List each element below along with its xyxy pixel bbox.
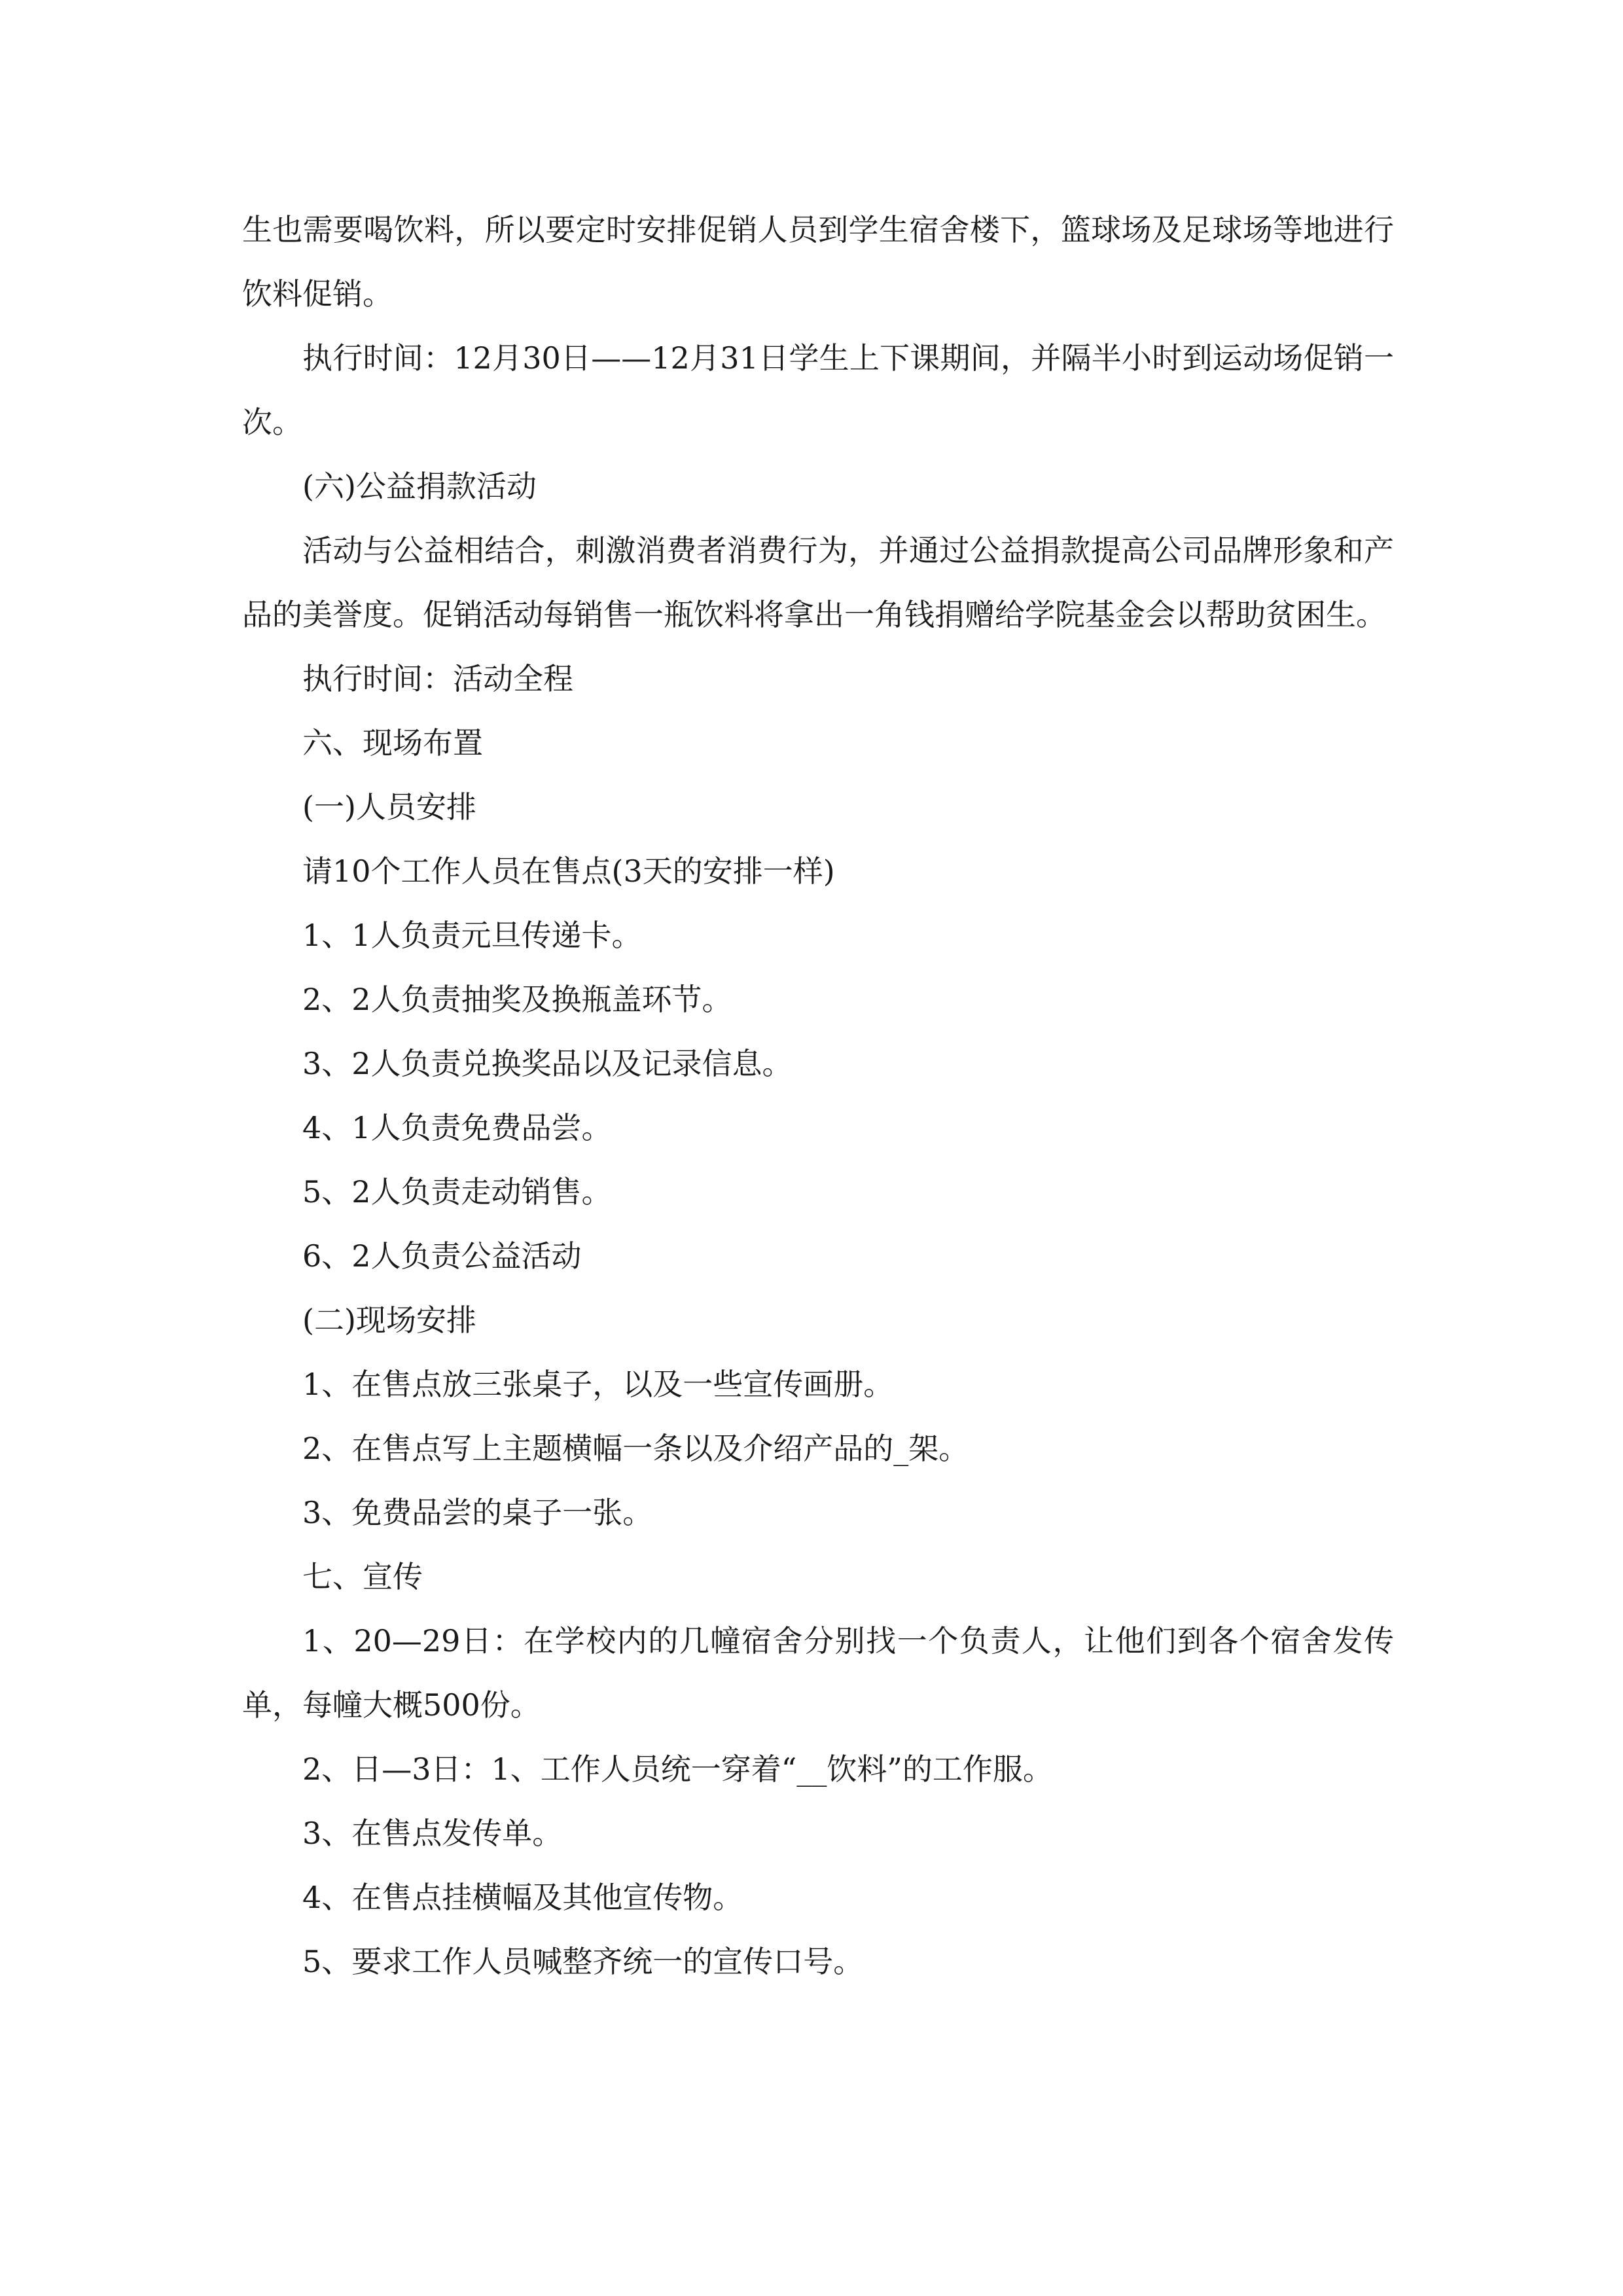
paragraph-charity-description: 活动与公益相结合，刺激消费者消费行为，并通过公益捐款提高公司品牌形象和产品的美誉度。促销活动每销售一瓶饮料将拿出一角钱捐赠给学院基金会以帮助贫困生。	[242, 533, 1394, 632]
paragraph-execution-time-2: 执行时间：活动全程	[302, 661, 573, 696]
section-heading-onsite-layout: 六、现场布置	[302, 725, 483, 761]
list-item-staff-5: 5、2人负责走动销售。	[302, 1174, 612, 1210]
list-item-staff-6: 6、2人负责公益活动	[302, 1238, 582, 1274]
list-item-staff-1: 1、1人负责元旦传递卡。	[302, 918, 642, 953]
paragraph-continuation: 生也需要喝饮料，所以要定时安排促销人员到学生宿舍楼下，篮球场及足球场等地进行饮料促销。	[242, 212, 1394, 312]
subheading-charity-donation: (六)公益捐款活动	[302, 469, 537, 504]
paragraph-execution-time-1: 执行时间：12月30日——12月31日学生上下课期间，并隔半小时到运动场促销一次。	[242, 340, 1394, 440]
subheading-staff-arrangement: (一)人员安排	[302, 789, 476, 825]
paragraph-staff-count: 请10个工作人员在售点(3天的安排一样)	[302, 853, 835, 889]
subheading-site-arrangement: (二)现场安排	[302, 1302, 476, 1338]
section-heading-promotion: 七、宣传	[302, 1559, 423, 1594]
list-item-staff-3: 3、2人负责兑换奖品以及记录信息。	[302, 1046, 793, 1081]
list-item-site-3: 3、免费品尝的桌子一张。	[302, 1495, 653, 1530]
list-item-site-1: 1、在售点放三张桌子，以及一些宣传画册。	[302, 1367, 894, 1402]
list-item-staff-2: 2、2人负责抽奖及换瓶盖环节。	[302, 982, 732, 1017]
list-item-promotion-1: 1、20—29日：在学校内的几幢宿舍分别找一个负责人，让他们到各个宿舍发传单，每幢大概500份。	[242, 1623, 1394, 1723]
list-item-staff-4: 4、1人负责免费品尝。	[302, 1110, 612, 1145]
list-item-promotion-3: 3、在售点发传单。	[302, 1816, 563, 1851]
list-item-promotion-4: 4、在售点挂横幅及其他宣传物。	[302, 1880, 743, 1915]
document-body	[242, 198, 1394, 1994]
list-item-promotion-5: 5、要求工作人员喊整齐统一的宣传口号。	[302, 1944, 864, 1979]
list-item-site-2: 2、在售点写上主题横幅一条以及介绍产品的_架。	[302, 1431, 969, 1466]
list-item-promotion-2: 2、日—3日：1、工作人员统一穿着“__饮料”的工作服。	[302, 1751, 1053, 1787]
